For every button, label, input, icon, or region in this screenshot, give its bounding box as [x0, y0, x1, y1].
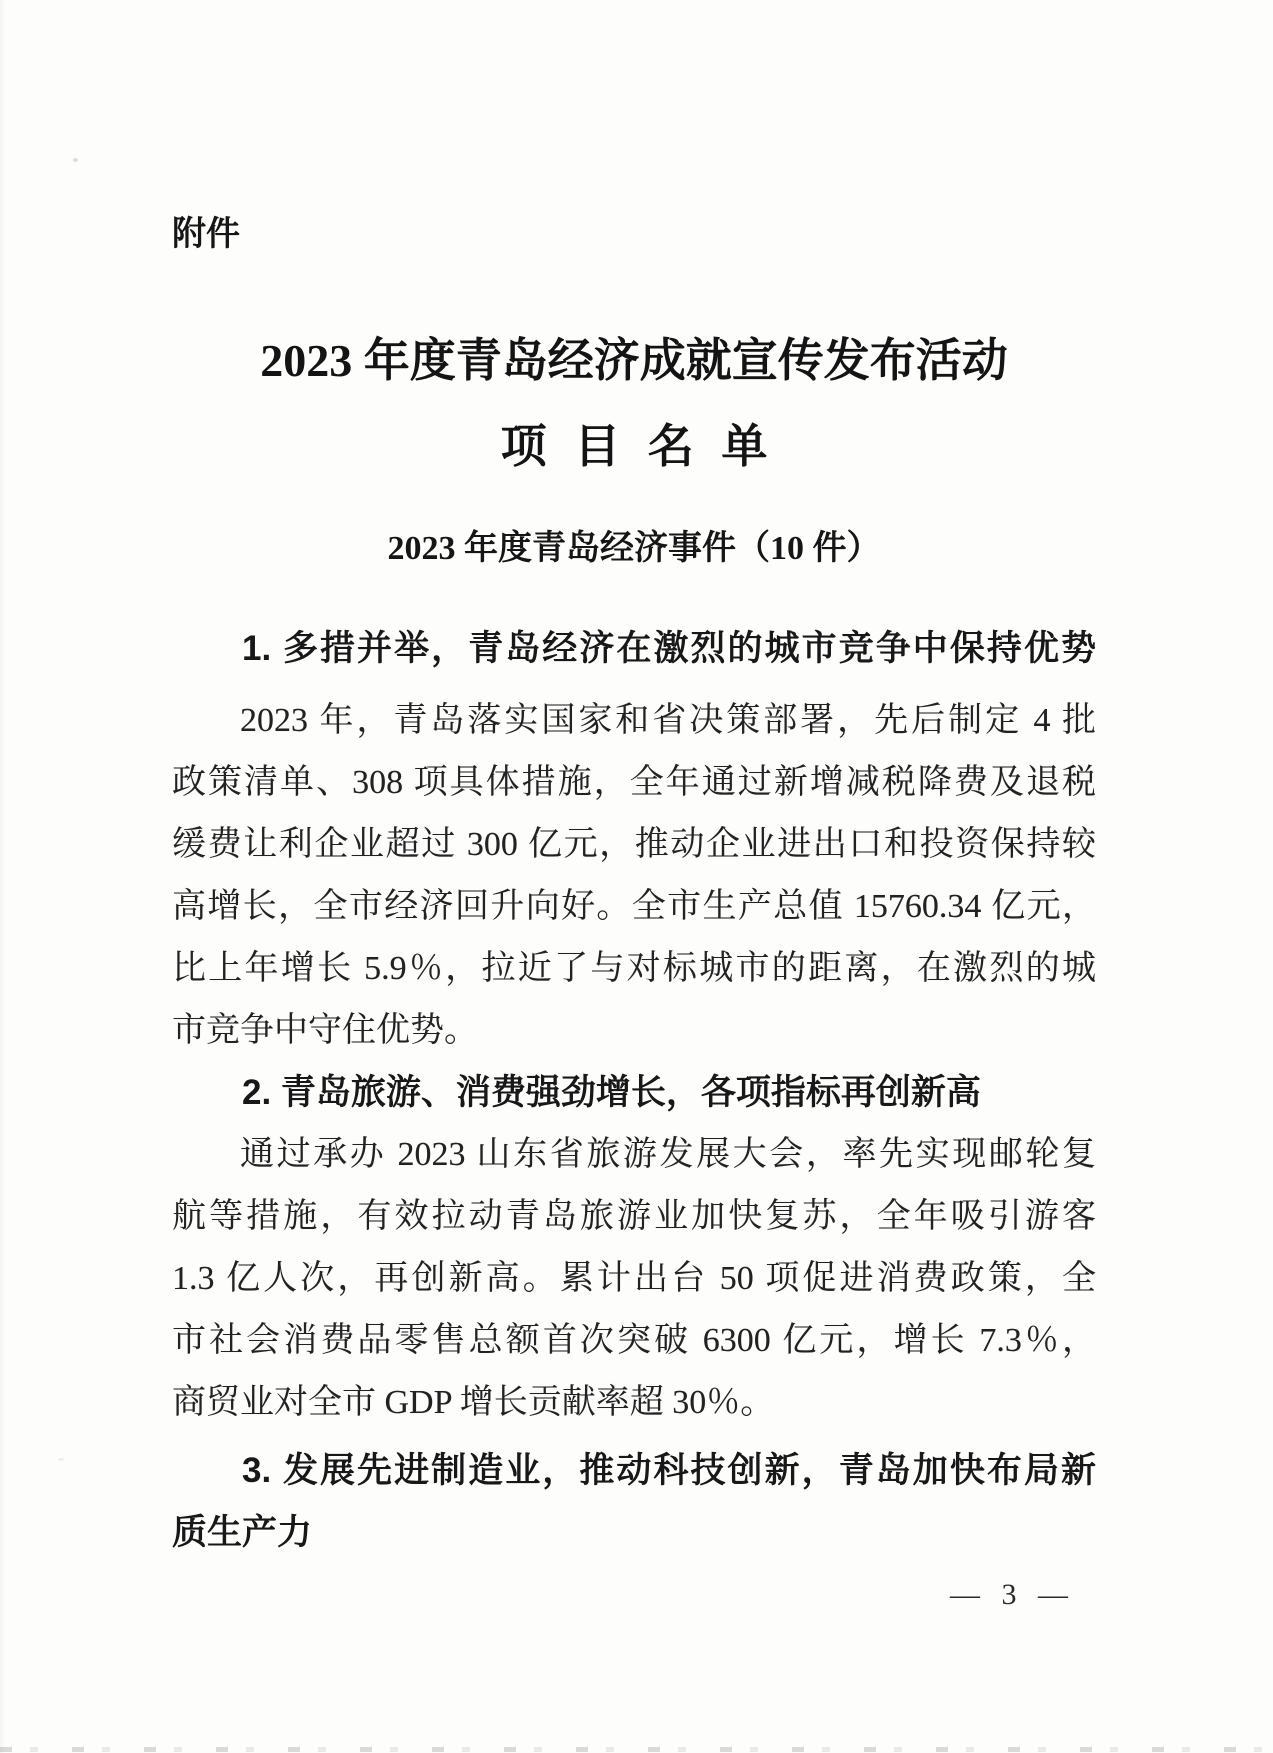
item-2-body-line: 1.3 亿人次，再创新高。累计出台 50 项促进消费政策，全 — [172, 1260, 1096, 1297]
list-subtitle: 2023 年度青岛经济事件（10 件） — [387, 530, 881, 567]
item-2-paragraph — [172, 1124, 1096, 1434]
item-1-body-line: 市竞争中守住优势。 — [172, 1012, 478, 1049]
item-1-heading: 1. 多措并举，青岛经济在激烈的城市竞争中保持优势 — [242, 629, 1096, 668]
item-1-body-line: 高增长，全市经济回升向好。全市生产总值 15760.34 亿元， — [172, 888, 1096, 925]
page-number: — 3 — — [950, 1578, 1070, 1611]
item-3-heading-continued: 质生产力 — [172, 1513, 313, 1552]
item-1-body-line: 缓费让利企业超过 300 亿元，推动企业进出口和投资保持较 — [172, 826, 1096, 863]
attachment-label: 附件 — [172, 215, 240, 253]
item-1-body-line: 比上年增长 5.9％，拉近了与对标城市的距离，在激烈的城 — [172, 950, 1096, 987]
item-2-heading: 2. 青岛旅游、消费强劲增长，各项指标再创新高 — [242, 1073, 981, 1112]
scan-speck — [58, 1458, 64, 1461]
item-2-body-line: 市社会消费品零售总额首次突破 6300 亿元，增长 7.3％， — [172, 1322, 1096, 1359]
item-2-body-line: 通过承办 2023 山东省旅游发展大会，率先实现邮轮复 — [240, 1136, 1096, 1173]
item-1-paragraph — [172, 690, 1096, 1062]
document-title-line-1: 2023 年度青岛经济成就宣传发布活动 — [260, 335, 1008, 386]
item-2-body-line: 航等措施，有效拉动青岛旅游业加快复苏，全年吸引游客 — [172, 1198, 1096, 1235]
document-title-line-2: 项目名单 — [500, 421, 795, 472]
item-1-body-line: 政策清单、308 项具体措施，全年通过新增减税降费及退税 — [172, 764, 1096, 801]
item-3-heading: 3. 发展先进制造业，推动科技创新，青岛加快布局新 — [242, 1451, 1096, 1490]
item-1-body-line: 2023 年，青岛落实国家和省决策部署，先后制定 4 批 — [240, 702, 1096, 739]
item-2-body-line: 商贸业对全市 GDP 增长贡献率超 30％。 — [172, 1384, 775, 1421]
scan-speck — [73, 158, 78, 162]
scan-edge-shadow — [0, 0, 6, 1753]
scan-noise-strip — [0, 1747, 1273, 1752]
